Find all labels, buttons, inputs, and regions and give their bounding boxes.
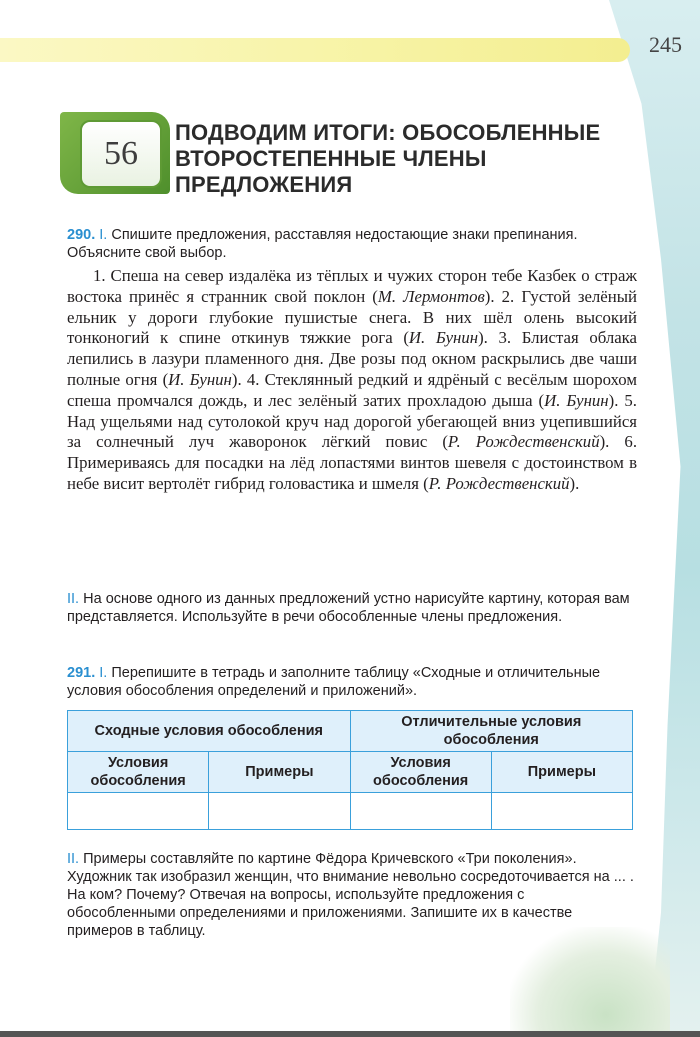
author-name: Р. Рождественский: [428, 473, 570, 493]
sentence-text: ). 4. Стеклянный редкий и ядрёный с весёлым шорохом спеша промчался дождь, и лес зелёный затих прохладою дыша (: [67, 369, 637, 410]
part-label: I.: [99, 665, 108, 681]
instruction-text: Примеры составляйте по картине Фёдора Кричевского «Три поколения». Художник так изобразил женщин, что внимание невольно сосредоточивается на ... . На ком? Почему? Отвечая на вопросы, используйте предложения с обособленными определениями и приложениями. Запишите их в качестве примеров в таблицу.: [67, 851, 634, 939]
exercise-number: 290.: [67, 227, 96, 243]
sentence-text: ). 3. Блистая облака лепились в лазури пламенного дня. Две розы под окном раскрылись две чаши полные огня (: [67, 328, 637, 389]
conditions-table: [67, 710, 633, 830]
exercise-291-part2: [67, 850, 635, 940]
table-empty-cell: [209, 793, 350, 830]
exercise-290-part2: [67, 590, 635, 626]
bottom-bar: [0, 1031, 700, 1037]
decorative-leaf-illustration: [510, 927, 670, 1037]
table-sub-header: Условия обособления: [68, 752, 209, 793]
table-sub-header: Примеры: [491, 752, 632, 793]
sentence-text: ). 2. Густой зелёный ельник у дороги глубокие пушистые снега. В них шёл олень высокий тонконогий к спине откинув тяжкие рога (: [67, 286, 637, 348]
table-empty-cell: [491, 793, 632, 830]
table-empty-cell: [68, 793, 209, 830]
sentence-text: ). 5. Над ущельями над сутолокой круч над дорогой убегающей вниз уцепившийся за солнечный луч жаворонок лёгкий повис (: [67, 390, 637, 452]
table-sub-header: Условия обособления: [350, 752, 491, 793]
author-name: И. Бунин: [544, 390, 609, 410]
instruction-text: Спишите предложения, расставляя недостающие знаки препинания. Объясните свой выбор.: [67, 227, 578, 261]
author-name: И. Бунин: [168, 369, 232, 389]
lesson-title: ПОДВОДИМ ИТОГИ: ОБОСОБЛЕННЫЕ ВТОРОСТЕПЕННЫЕ ЧЛЕНЫ ПРЕДЛОЖЕНИЯ: [175, 120, 601, 197]
table-sub-header: Примеры: [209, 752, 350, 793]
author-name: М. Лермонтов: [377, 286, 485, 306]
table-empty-cell: [350, 793, 491, 830]
instruction-text: На основе одного из данных предложений устно нарисуйте картину, которая вам представляется. Используйте в речи обособленные члены предложения.: [67, 591, 630, 625]
sentence-text: ).: [569, 473, 580, 493]
sentence-text: ). 6. Примериваясь для посадки на лёд лопастями винтов шевеля с достоинством в небе висит вертолёт гибрид головастика и шмеля (: [67, 432, 638, 493]
exercise-290-instruction: [67, 226, 635, 262]
part-label: II.: [67, 851, 80, 867]
part-label: I.: [99, 227, 108, 243]
exercise-number: 291.: [67, 665, 96, 681]
table-group-header: Отличительные условия обособления: [350, 711, 633, 752]
header-band: [0, 38, 630, 62]
exercise-291-instruction: [67, 664, 635, 700]
exercise-290-sentences: [67, 266, 637, 495]
instruction-text: Перепишите в тетрадь и заполните таблицу «Сходные и отличительные условия обособления определений и приложений».: [67, 665, 601, 699]
author-name: И. Бунин: [408, 328, 479, 348]
table-group-header: Сходные условия обособления: [68, 711, 351, 752]
sentence-text: 1. Спеша на север издалёка из тёплых и чужих сторон тебе Казбек о страж востока принёс я странник свой поклон (: [67, 266, 637, 306]
lesson-badge: [60, 112, 170, 194]
page-number: 245: [649, 32, 682, 57]
part-label: II.: [67, 591, 80, 607]
lesson-number: 56: [80, 120, 162, 188]
author-name: Р. Рождественский: [447, 432, 600, 452]
